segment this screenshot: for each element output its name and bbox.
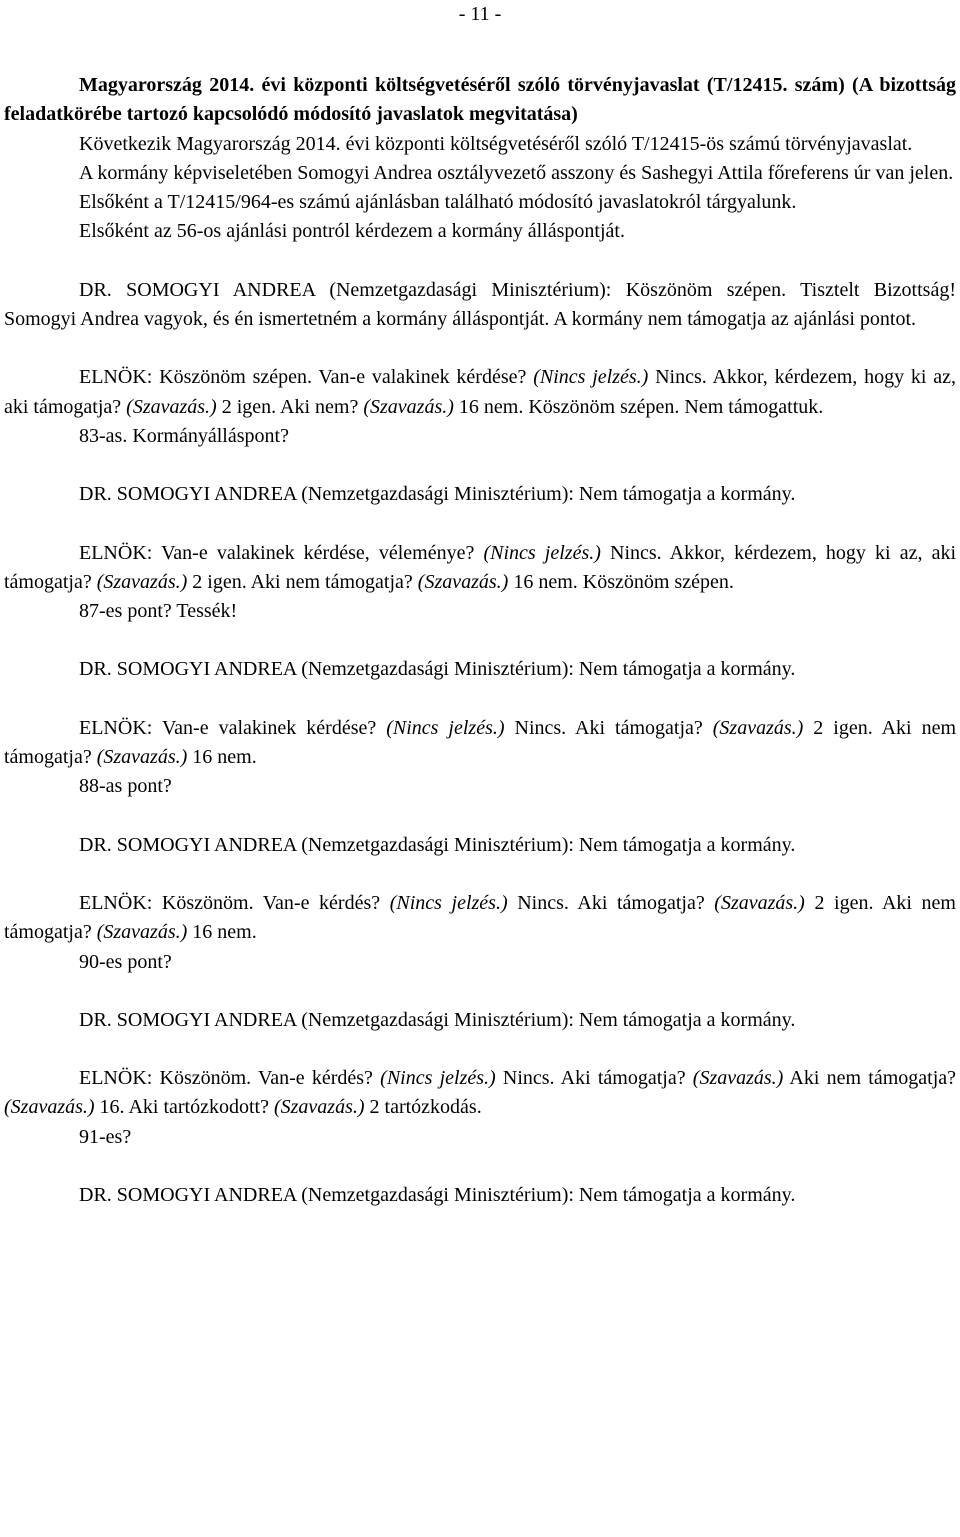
- stage-direction: (Szavazás.): [126, 395, 217, 418]
- transcript-paragraph: [4, 1006, 956, 1035]
- stage-direction: (Szavazás.): [273, 1096, 365, 1119]
- paragraph-text: 2 igen. Aki nem?: [216, 395, 364, 418]
- transcript-paragraph: [4, 714, 956, 773]
- paragraph-text: Következik Magyarország 2014. évi központi költségvetéséről szóló T/12415-ös számú törvényjavaslat.: [79, 132, 913, 155]
- stage-direction: (Szavazás.): [96, 570, 188, 593]
- paragraph-text: Elsőként a T/12415/964-es számú ajánlásban található módosító javaslatokról tárgyalunk.: [79, 191, 797, 214]
- transcript-paragraph: [4, 188, 956, 217]
- transcript-paragraph: [4, 831, 956, 860]
- transcript-paragraph: [4, 948, 956, 977]
- stage-direction: (Szavazás.): [4, 1096, 95, 1119]
- stage-direction: (Nincs jelzés.): [386, 716, 505, 739]
- paragraph-text: DR. SOMOGYI ANDREA (Nemzetgazdasági Minisztérium): Nem támogatja a kormány.: [79, 833, 796, 856]
- paragraph-text: Aki nem támogatja?: [783, 1067, 956, 1090]
- page-number: - 11 -: [458, 3, 502, 25]
- stage-direction: (Szavazás.): [692, 1067, 784, 1090]
- stage-direction: (Szavazás.): [417, 570, 509, 593]
- transcript-paragraph: [4, 363, 956, 422]
- transcript-paragraph: [4, 217, 956, 246]
- paragraph-text: ELNÖK: Köszönöm. Van-e kérdés?: [79, 891, 390, 914]
- paragraph-text: ELNÖK: Köszönöm. Van-e kérdés?: [79, 1067, 381, 1090]
- stage-direction: (Nincs jelzés.): [380, 1067, 496, 1090]
- paragraph-text: 16 nem. Köszönöm szépen.: [508, 570, 734, 593]
- stage-direction: (Szavazás.): [712, 716, 804, 739]
- transcript-paragraph: [4, 889, 956, 948]
- transcript-paragraph: [4, 159, 956, 188]
- stage-direction: (Szavazás.): [96, 921, 188, 944]
- paragraph-text: Elsőként az 56-os ajánlási pontról kérdezem a kormány álláspontját.: [79, 220, 625, 243]
- paragraph-text: 16 nem. Köszönöm szépen. Nem támogattuk.: [453, 395, 824, 418]
- paragraph-text: A kormány képviseletében Somogyi Andrea osztályvezető asszony és Sashegyi Attila főreferens úr van jelen.: [79, 161, 954, 184]
- paragraph-text: ELNÖK: Van-e valakinek kérdése?: [79, 716, 387, 739]
- paragraph-text: DR. SOMOGYI ANDREA (Nemzetgazdasági Minisztérium): Nem támogatja a kormány.: [79, 658, 796, 681]
- paragraph-text: ELNÖK: Köszönöm szépen. Van-e valakinek kérdése?: [79, 366, 534, 389]
- stage-direction: (Szavazás.): [714, 891, 805, 914]
- stage-direction: (Nincs jelzés.): [483, 541, 601, 564]
- paragraph-text: ELNÖK: Van-e valakinek kérdése, véleménye?: [79, 541, 484, 564]
- paragraph-text: DR. SOMOGYI ANDREA (Nemzetgazdasági Minisztérium): Nem támogatja a kormány.: [79, 1184, 796, 1207]
- transcript-paragraph: [4, 539, 956, 598]
- paragraph-text: Nincs. Akkor, kérdezem, hogy ki az, aki támogatja?: [4, 366, 957, 418]
- paragraph-text: Nincs. Aki támogatja?: [504, 716, 713, 739]
- paragraph-text: DR. SOMOGYI ANDREA (Nemzetgazdasági Minisztérium): Köszönöm szépen. Tisztelt Bizottság! Somogyi Andrea vagyok, és én ismertetném a kormány álláspontját. A kormány nem támogatja az ajánlási pontot.: [4, 278, 956, 331]
- transcript-paragraph: [4, 1123, 956, 1152]
- agenda-heading: Magyarország 2014. évi központi költségvetéséről szóló törvényjavaslat (T/12415. szám) (A bizottság feladatkörébe tartozó kapcsolódó módosító javaslatok megvitatása): [4, 74, 956, 126]
- paragraph-text: 2 igen. Aki nem támogatja?: [4, 716, 957, 769]
- paragraph-text: 2 igen. Aki nem támogatja?: [4, 891, 956, 944]
- stage-direction: (Szavazás.): [96, 746, 188, 769]
- transcript-paragraph: [4, 1181, 956, 1210]
- paragraph-text: DR. SOMOGYI ANDREA (Nemzetgazdasági Minisztérium): Nem támogatja a kormány.: [79, 483, 796, 506]
- paragraph-text: 90-es pont?: [79, 950, 172, 973]
- paragraph-text: 88-as pont?: [79, 775, 172, 798]
- stage-direction: (Nincs jelzés.): [389, 891, 508, 914]
- paragraph-text: 2 igen. Aki nem támogatja?: [187, 570, 418, 593]
- transcript-paragraph: [4, 597, 956, 626]
- transcript-paragraph: [4, 655, 956, 684]
- stage-direction: (Szavazás.): [363, 395, 454, 418]
- stage-direction: (Nincs jelzés.): [533, 366, 649, 389]
- paragraph-text: 16 nem.: [187, 746, 257, 769]
- transcript-paragraph: [4, 422, 956, 451]
- document-body: [4, 71, 956, 1210]
- paragraph-text: 16 nem.: [187, 921, 257, 944]
- paragraph-text: 2 tartózkodás.: [364, 1096, 482, 1119]
- paragraph-text: Nincs. Akkor, kérdezem, hogy ki az, aki támogatja?: [4, 541, 957, 593]
- paragraph-text: 83-as. Kormányálláspont?: [79, 424, 289, 447]
- paragraph-text: Nincs. Aki támogatja?: [507, 891, 715, 914]
- paragraph-text: 87-es pont? Tessék!: [79, 600, 238, 623]
- transcript-paragraph: [4, 480, 956, 509]
- paragraph-text: 16. Aki tartózkodott?: [94, 1096, 274, 1119]
- transcript-paragraph: [4, 1064, 956, 1123]
- transcript-paragraph: [4, 130, 956, 159]
- paragraph-text: 91-es?: [79, 1125, 132, 1148]
- paragraph-text: Nincs. Aki támogatja?: [495, 1067, 693, 1090]
- transcript-paragraph: [4, 276, 956, 335]
- transcript-paragraphs: [4, 130, 956, 1211]
- transcript-paragraph: [4, 772, 956, 801]
- paragraph-text: DR. SOMOGYI ANDREA (Nemzetgazdasági Minisztérium): Nem támogatja a kormány.: [79, 1008, 796, 1031]
